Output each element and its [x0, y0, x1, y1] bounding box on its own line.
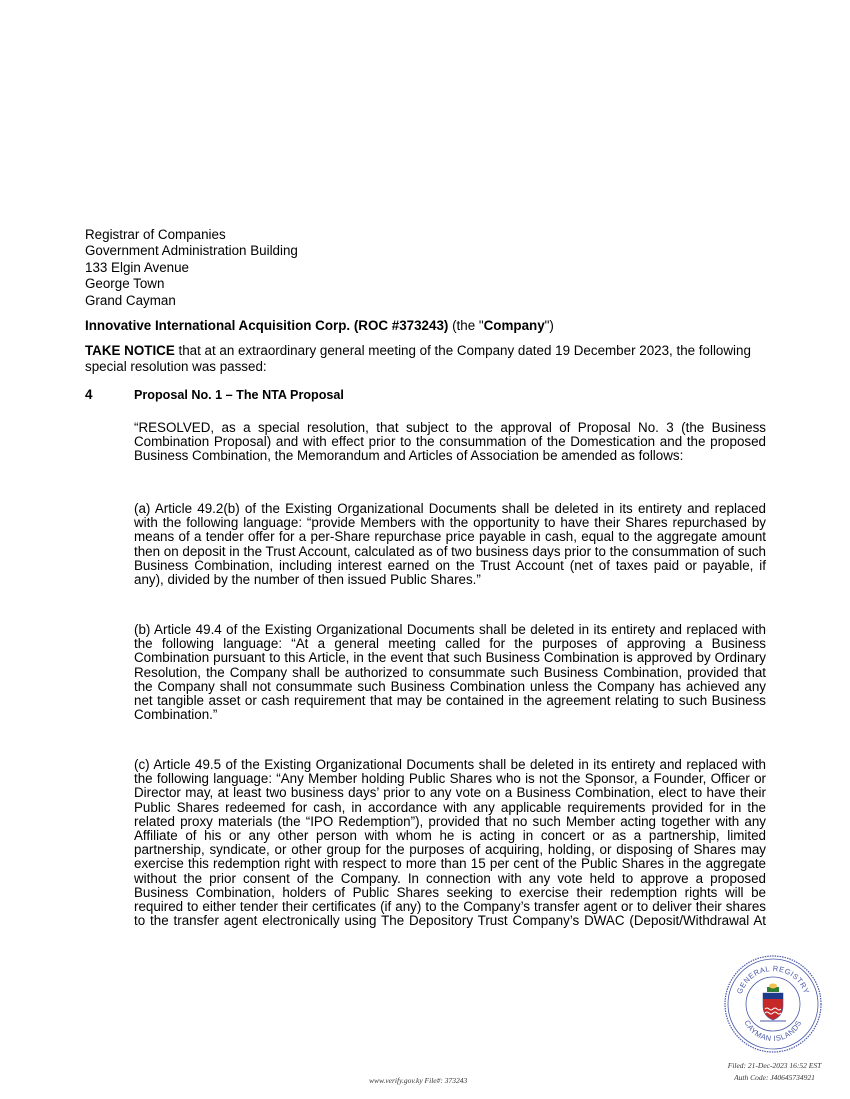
- address-line: Registrar of Companies: [85, 227, 226, 242]
- resolved-paragraph: “RESOLVED, as a special resolution, that subject to the approval of Proposal No. 3 (the Business Combination Proposal) and with effect prior to the consummation of the Domestication and the proposed Business Combination, the Memorandum and Articles of Association be amended as follows:: [134, 420, 766, 464]
- proposal-number: 4: [85, 387, 93, 402]
- company-the-open: (the ": [448, 318, 484, 333]
- take-notice-text: that at an extraordinary general meeting of the Company dated 19 December 2023, the following special resolution was passed:: [85, 343, 751, 375]
- verify-footer: www.verify.gov.ky File#: 373243: [369, 1076, 468, 1085]
- address-line: 133 Elgin Avenue: [85, 259, 189, 275]
- proposal-heading: [85, 387, 765, 403]
- article-c-paragraph: (c) Article 49.5 of the Existing Organizational Documents shall be deleted in its entirety and replaced with the following language: “Any Member holding Public Shares who is not the Sponsor, a Founder, Officer or Director may, at least two business days’ prior to any vote on a Business Combination, elect to have their Public Shares redeemed for cash, in accordance with any applicable requirements provided for in the related proxy materials (the “IPO Redemption”), provided that no such Member acting together with any Affiliate of his or any other person with whom he is acting in concert or as a partnership, limited partnership, syndicate, or other group for the purposes of acquiring, holding, or disposing of Shares may exercise this redemption right with respect to more than 15 per cent of the Public Shares in the aggregate without the prior consent of the Company. In connection with any vote held to approve a proposed Business Combination, holders of Public Shares seeking to exercise their redemption rights will be required to either tender their certificates (if any) to the Company’s transfer agent or to deliver their shares to the transfer agent electronically using The Depository Trust Company’s DWAC (Deposit/Withdrawal At: [134, 757, 766, 929]
- take-notice-paragraph: [85, 343, 765, 376]
- seal-top-text: GENERAL REGISTRY: [734, 963, 812, 996]
- auth-code: Auth Code: J40645734921: [734, 1073, 815, 1082]
- company-name: Innovative International Acquisition Corp. (ROC #373243): [85, 318, 449, 333]
- address-line: Government Administration Building: [85, 243, 298, 259]
- general-registry-seal: [723, 954, 823, 1054]
- filed-date: Filed: 21-Dec-2023 16:52 EST: [727, 1061, 822, 1070]
- company-the-close: "): [544, 318, 554, 333]
- company-heading: [85, 318, 765, 334]
- company-defined-term: Company: [483, 318, 545, 333]
- article-b-paragraph: (b) Article 49.4 of the Existing Organizational Documents shall be deleted in its entirety and replaced with the following language: “At a general meeting called for the purposes of approving a Business Combination pursuant to this Article, in the event that such Business Combination is approved by Ordinary Resolution, the Company shall be authorized to consummate such Business Combination, provided that the Company shall not consummate such Business Combination unless the Company has achieved any net tangible asset or cash requirement that may be contained in the agreement relating to such Business Combination.”: [134, 622, 766, 723]
- coat-of-arms-icon: [760, 984, 786, 1022]
- filing-stamp: [712, 1060, 837, 1084]
- article-a-paragraph: (a) Article 49.2(b) of the Existing Organizational Documents shall be deleted in its entirety and replaced with the following language: “provide Members with the opportunity to have their Shares repurchased by means of a tender offer for a per-Share repurchase price payable in cash, equal to the aggregate amount then on deposit in the Trust Account, calculated as of two business days prior to the consummation of such Business Combination, including interest earned on the Trust Account (net of taxes paid or payable, if any), divided by the number of then issued Public Shares.”: [134, 501, 766, 588]
- seal-bottom-text: CAYMAN ISLANDS: [742, 1018, 804, 1044]
- address-line: Grand Cayman: [85, 292, 176, 308]
- take-notice-lead: TAKE NOTICE: [85, 343, 175, 358]
- address-line: George Town: [85, 276, 165, 292]
- registrar-address: [85, 227, 298, 309]
- proposal-title: Proposal No. 1 – The NTA Proposal: [134, 388, 344, 402]
